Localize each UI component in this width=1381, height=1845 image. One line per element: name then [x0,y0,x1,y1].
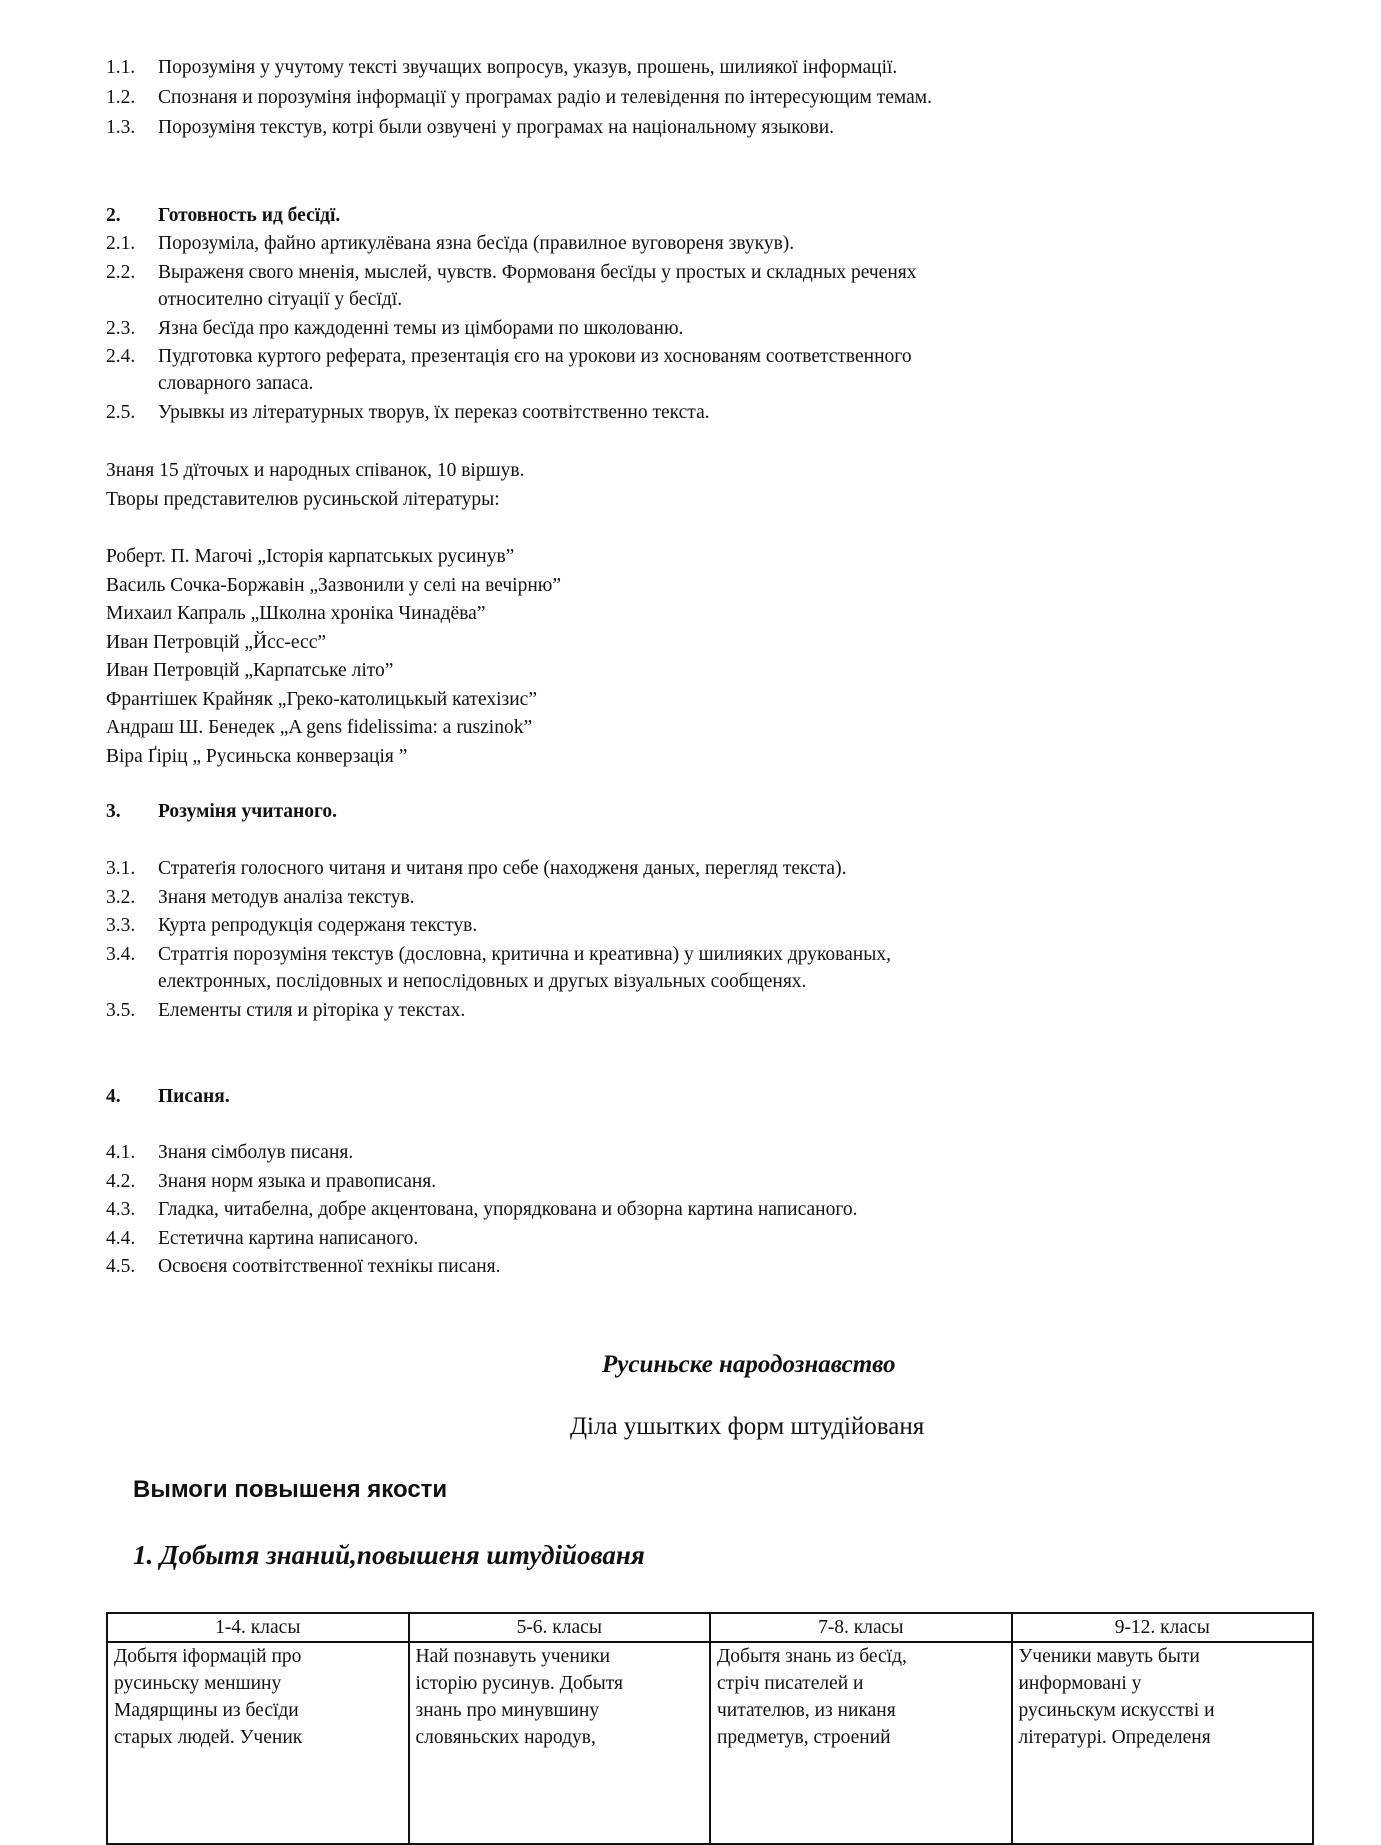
literary-work: Василь Сочка-Боржавін „Зазвонили у селі на вечірню” [106,575,561,596]
item-number: 2.4. [106,346,136,367]
item-number: 4.3. [106,1199,136,1220]
item-text: Порозуміла, файно артикулёвана язна бесїда (правилное вуговореня звукув). [158,233,795,254]
item-text: Порозуміня у учутому тексті звучащих вопросув, указув, прошень, шилиякої інформації. [158,57,898,78]
item-text: Знаня норм языка и правописаня. [158,1171,437,1192]
table-row [107,1642,1313,1844]
item-number: 3.3. [106,915,136,936]
item-text: Язна бесїда про каждоденні темы из цімборами по школованю. [158,318,684,339]
item-text: Пудготовка куртого реферата, презентація єго на урокови из хоснованям соответственного [158,346,912,367]
cell-line: Най познавуть ученики [415,1646,611,1667]
item-number: 2.1. [106,233,136,254]
literary-work: Михаил Капраль „Школна хроніка Чинадёва” [106,603,486,624]
cell-line: Мадярщины из бесїди [114,1700,299,1721]
cell-line: стріч писателей и [717,1673,864,1694]
cell-line: словяньских народув, [415,1727,596,1748]
table-header-cell: 1-4. класы [107,1613,409,1642]
cell-line: історію русинув. Добытя [415,1673,623,1694]
item-number: 2.5. [106,402,136,423]
item-number: 4.1. [106,1142,136,1163]
item-text-continued: относително сітуації у бесїдї. [158,289,403,310]
cell-line: предметув, строений [717,1727,891,1748]
item-text: Гладка, читабелна, добре акцентована, упорядкована и обзорна картина написаного. [158,1199,858,1220]
literary-work: Віра Ґіріц „ Русиньска конверзація ” [106,746,408,767]
section-number: 4. [106,1086,121,1107]
section-title: Готовность ид бесїдї. [158,205,341,226]
table-cell [710,1642,1012,1844]
item-text: Порозуміня текстув, котрі были озвучені у програмах на національному языкови. [158,117,835,138]
item-text-continued: словарного запаса. [158,373,314,394]
item-text: Стратгія порозуміня текстув (дословна, критична и креативна) у шилияких друкованых, [158,944,891,965]
item-text: Естетична картина написаного. [158,1228,419,1249]
item-number: 3.4. [106,944,136,965]
literary-work: Иван Петровцій „Йсс-есс” [106,632,327,653]
item-number: 3.2. [106,887,136,908]
cell-line: информовані у [1018,1673,1142,1694]
heading-subtitle: Діла ушытких форм штудійованя [570,1413,925,1440]
table-cell [409,1642,711,1844]
cell-line: русиньску меншину [114,1673,282,1694]
item-number: 3.5. [106,1000,136,1021]
table-cell [1012,1642,1314,1844]
table-cell [107,1642,409,1844]
item-number: 2.2. [106,262,136,283]
item-number: 1.3. [106,117,136,138]
cell-line: старых людей. Ученик [114,1727,303,1748]
cell-line: знань про минувшину [415,1700,600,1721]
section-number: 2. [106,205,121,226]
item-number: 4.4. [106,1228,136,1249]
table-header-cell: 5-6. класы [409,1613,711,1642]
heading-section-1: 1. Добытя знаний,повышеня штудійованя [133,1540,645,1570]
item-text: Знаня сімболув писаня. [158,1142,354,1163]
item-number: 4.2. [106,1171,136,1192]
item-number: 4.5. [106,1256,136,1277]
section-title: Розуміня учитаного. [158,801,337,822]
section-number: 3. [106,801,121,822]
note-line: Творы представителюв русиньской літературы: [106,489,500,510]
item-text: Урывкы из літературных творув, їх переказ соотвітственно текста. [158,402,710,423]
cell-line: Добытя іформацій про [114,1646,302,1667]
heading-italic: Русиньске народознавство [602,1351,896,1378]
cell-line: читателюв, из никаня [717,1700,896,1721]
cell-line: Ученики мавуть быти [1018,1646,1200,1667]
literary-work: Роберт. П. Магочі „Історія карпатськых русинув” [106,546,515,567]
section-title: Писаня. [158,1086,230,1107]
item-number: 1.1. [106,57,136,78]
grades-table [106,1612,1314,1845]
item-text: Елементы стиля и ріторіка у текстах. [158,1000,466,1021]
item-number: 1.2. [106,87,136,108]
cell-line: літературі. Определеня [1018,1727,1211,1748]
table-header-cell: 7-8. класы [710,1613,1012,1642]
cell-line: русиньскум искусстві и [1018,1700,1215,1721]
heading-requirements: Вымоги повышеня якости [133,1476,448,1503]
table-header-row [107,1613,1313,1642]
item-text: Освоєня соотвітственної технікы писаня. [158,1256,501,1277]
literary-work: Франтішек Крайняк „Греко-католицькый катехізис” [106,689,537,710]
literary-work: Андраш Ш. Бенедек „A gens fidelissima: a ruszinok” [106,717,533,738]
note-line: Знаня 15 дїточых и народных співанок, 10 віршув. [106,460,525,481]
item-number: 3.1. [106,858,136,879]
item-text: Выраженя свого мненія, мыслей, чувств. Формованя бесїды у простых и складных реченях [158,262,917,283]
item-text: Курта репродукція содержаня текстув. [158,915,478,936]
item-text: Спознаня и порозуміня інформації у програмах радіо и телевідення по інтересующим темам. [158,87,933,108]
cell-line: Добытя знань из бесїд, [717,1646,907,1667]
literary-work: Иван Петровцій „Карпатське літо” [106,660,394,681]
table-header-cell: 9-12. класы [1012,1613,1314,1642]
item-text: Знаня методув аналіза текстув. [158,887,415,908]
item-number: 2.3. [106,318,136,339]
item-text: Стратеґія голосного читаня и читаня про себе (находженя даных, перегляд текста). [158,858,847,879]
item-text-continued: електронных, послідовных и непослідовных и другых візуальных сообщенях. [158,971,807,992]
